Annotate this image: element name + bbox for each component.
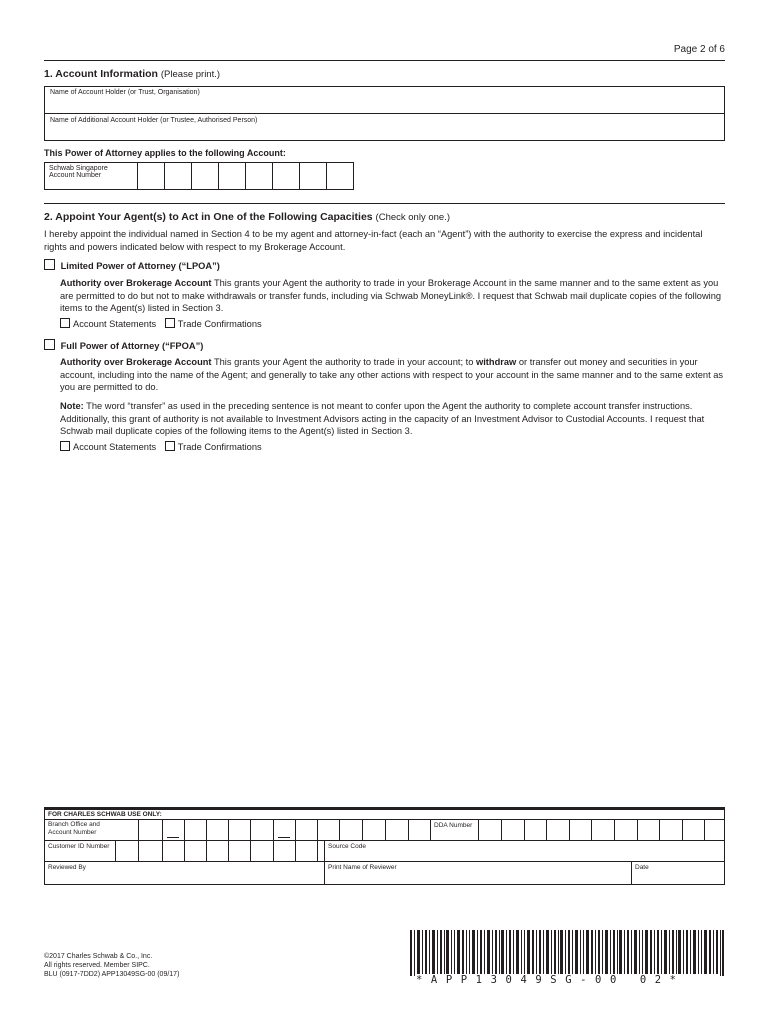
office-use-row-review <box>45 862 724 884</box>
top-rule <box>44 60 725 61</box>
fpoa-label: Full Power of Attorney (“FPOA”) <box>60 341 204 351</box>
date-label: Date <box>635 864 649 871</box>
customer-id-box[interactable] <box>206 841 207 861</box>
reviewed-by-label: Reviewed By <box>48 864 86 871</box>
dda-box[interactable] <box>682 820 683 840</box>
lpoa-copy-options <box>60 318 268 331</box>
customer-id-label: Customer ID Number <box>48 843 110 850</box>
account-label-line2: Account Number <box>49 172 102 179</box>
lpoa-confirmations-checkbox[interactable] <box>165 318 175 328</box>
account-label-line1: Schwab Singapore <box>49 165 108 172</box>
branch-box[interactable] <box>362 820 363 840</box>
lpoa-label: Limited Power of Attorney (“LPOA”) <box>60 261 220 271</box>
page-number: Page 2 of 6 <box>673 44 725 55</box>
section2-title: Appoint Your Agent(s) to Act in One of the Following Capacities <box>55 211 373 223</box>
account-digit-box[interactable] <box>219 163 246 190</box>
section2-number: 2. <box>44 211 53 223</box>
additional-holder-label: Name of Additional Account Holder (or Trustee, Authorised Person) <box>50 117 258 124</box>
account-digit-box[interactable] <box>273 163 300 190</box>
barcode-text: *APP13049SG-00 02* <box>416 974 720 986</box>
dda-box[interactable] <box>569 820 570 840</box>
office-use-row-branch <box>45 820 724 841</box>
lpoa-description <box>60 277 725 315</box>
section2-note: (Check only one.) <box>375 212 450 223</box>
branch-box[interactable] <box>228 820 229 840</box>
customer-id-box[interactable] <box>138 841 139 861</box>
customer-id-box[interactable] <box>162 841 163 861</box>
footer-line1: ©2017 Charles Schwab & Co., Inc. <box>44 953 153 960</box>
branch-label-line1: Branch Office and <box>48 821 100 828</box>
footer-line2: All rights reserved. Member SIPC. <box>44 962 150 969</box>
lpoa-option <box>44 259 220 273</box>
account-number-grid <box>44 162 354 190</box>
fpoa-confirmations-checkbox[interactable] <box>165 441 175 451</box>
account-digit-box[interactable] <box>138 163 165 190</box>
customer-id-box[interactable] <box>184 841 185 861</box>
customer-id-box[interactable] <box>250 841 251 861</box>
section2-heading <box>44 211 450 223</box>
branch-box[interactable] <box>408 820 409 840</box>
branch-label <box>48 821 100 837</box>
section1-title: Account Information <box>55 68 158 80</box>
dda-box[interactable] <box>546 820 547 840</box>
customer-id-box[interactable] <box>228 841 229 861</box>
print-name-label: Print Name of Reviewer <box>328 864 397 871</box>
account-number-label <box>45 163 138 190</box>
fpoa-note-lead: Note: <box>60 401 84 411</box>
fpoa-confirmations-label: Trade Confirmations <box>177 442 262 452</box>
dda-box[interactable] <box>591 820 592 840</box>
branch-label-line2: Account Number <box>48 829 97 836</box>
branch-box[interactable] <box>385 820 386 840</box>
branch-box[interactable] <box>250 820 251 840</box>
office-use-row-customer <box>45 841 724 862</box>
section1-note: (Please print.) <box>160 69 221 80</box>
branch-box[interactable] <box>273 820 274 840</box>
dda-box[interactable] <box>614 820 615 840</box>
account-holder-field[interactable] <box>45 87 724 114</box>
branch-box[interactable] <box>339 820 340 840</box>
fpoa-text-b: or transfer out money and securities in your account, including into the name of the Agent; and generally to take any other actions with respect to your account in the same manner and to the same extent as you are permitted to do. <box>60 357 724 393</box>
account-digit-box[interactable] <box>327 163 354 190</box>
account-digit-box[interactable] <box>300 163 327 190</box>
dda-box[interactable] <box>637 820 638 840</box>
lpoa-confirmations-label: Trade Confirmations <box>177 319 262 329</box>
source-code-field[interactable] <box>324 841 325 861</box>
account-holder-label: Name of Account Holder (or Trust, Organisation) <box>50 89 200 96</box>
account-digit-box[interactable] <box>165 163 192 190</box>
applies-label: This Power of Attorney applies to the following Account: <box>44 148 286 158</box>
dda-box[interactable] <box>501 820 502 840</box>
fpoa-note-text: The word “transfer” as used in the preceding sentence is not meant to confer upon the Agent the authority to complete account transfer instructions. Additionally, this grant of authority is not available to Investment Advisors acting in the capacity of an Investment Advisor to Custodial Accounts. I request that Schwab mail duplicate copies of the following items to the Agent(s) listed in Section 3. <box>60 401 705 437</box>
section-divider <box>44 203 725 204</box>
customer-id-box[interactable] <box>273 841 274 861</box>
branch-box[interactable] <box>295 820 296 840</box>
account-digit-box[interactable] <box>192 163 219 190</box>
branch-box[interactable] <box>184 820 185 840</box>
lpoa-checkbox[interactable] <box>44 259 55 270</box>
lpoa-statements-label: Account Statements <box>73 319 157 329</box>
dda-label: DDA Number <box>434 822 473 829</box>
fpoa-text-a: This grants your Agent the authority to trade in your account; to <box>211 357 476 367</box>
fpoa-statements-label: Account Statements <box>73 442 157 452</box>
fpoa-copy-options <box>60 441 268 454</box>
dda-section <box>430 820 431 840</box>
footer-copyright <box>44 952 179 979</box>
dda-box-end <box>704 820 705 840</box>
fpoa-bold-withdraw: withdraw <box>475 357 517 367</box>
lpoa-text: This grants your Agent the authority to trade in your Brokerage Account in the same manner and to the same extent as you are permitted to do but not to make withdrawals or transfer funds, including via Schwab MoneyLink®. I request that Schwab mail duplicate copies of the following items to the Agent(s) listed in Section 3. <box>60 278 722 314</box>
customer-id-box[interactable] <box>317 841 318 861</box>
customer-id-box[interactable] <box>115 841 116 861</box>
fpoa-option <box>44 339 203 353</box>
fpoa-checkbox[interactable] <box>44 339 55 350</box>
fpoa-statements-checkbox[interactable] <box>60 441 70 451</box>
office-use-header: FOR CHARLES SCHWAB USE ONLY: <box>45 810 724 820</box>
fpoa-note <box>60 400 725 438</box>
branch-box-divider <box>162 820 163 840</box>
section2-intro: I hereby appoint the individual named in Section 4 to be my agent and attorney-in-fact (each an “Agent”) with the authority to exercise the express and incidental rights and powers indicated below with respect to my Brokerage Account. <box>44 229 703 252</box>
dda-box[interactable] <box>659 820 660 840</box>
dda-box[interactable] <box>524 820 525 840</box>
reviewed-by-field[interactable] <box>45 862 324 884</box>
additional-holder-field[interactable] <box>45 114 724 140</box>
barcode <box>410 930 724 986</box>
dda-box[interactable] <box>478 820 479 840</box>
account-digit-box[interactable] <box>246 163 273 190</box>
fpoa-description <box>60 356 725 394</box>
account-holder-box <box>44 86 725 141</box>
section1-heading <box>44 68 220 80</box>
lpoa-statements-checkbox[interactable] <box>60 318 70 328</box>
branch-box[interactable] <box>206 820 207 840</box>
section1-number: 1. <box>44 68 53 80</box>
footer-line3: BLU (0917-7DD2) APP13049SG-00 (09/17) <box>44 971 180 978</box>
customer-id-box[interactable] <box>295 841 296 861</box>
branch-box[interactable] <box>317 820 318 840</box>
lpoa-bold-lead: Authority over Brokerage Account <box>60 278 212 288</box>
source-code-label: Source Code <box>328 843 366 850</box>
fpoa-bold-lead: Authority over Brokerage Account <box>60 357 212 367</box>
office-use-box <box>44 807 725 885</box>
